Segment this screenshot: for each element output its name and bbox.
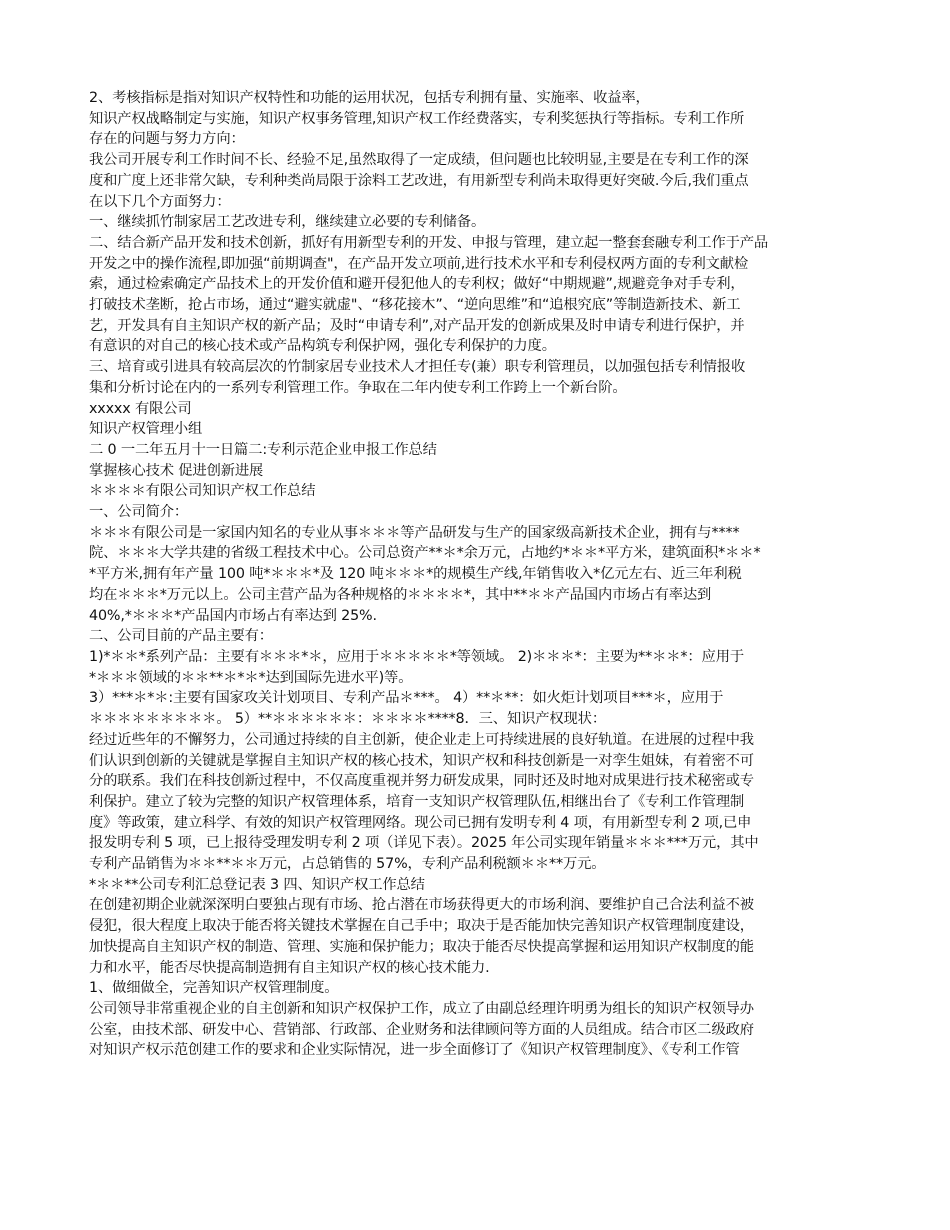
text-line: ＊＊＊＊＊＊＊＊＊。 5）**＊＊＊＊＊＊：＊＊＊＊****8．三、知识产权现状： [89, 711, 606, 728]
text-line: 三、培育或引进具有较高层次的竹制家居专业技术人才担任专(兼）职专利管理员，以加强包括专利情报收 [89, 359, 746, 376]
text-line: 有意识的对自己的核心技术或产品构筑专利保护网，强化专利保护的力度。 [89, 338, 556, 355]
text-line: 1、做细做全，完善知识产权管理制度。 [89, 980, 339, 997]
text-line: ＊＊＊有限公司是一家国内知名的专业从事＊＊＊等产品研发与生产的国家级高新技术企业，拥有与**** [89, 524, 740, 541]
text-line: 一、继续抓竹制家居工艺改进专利，继续建立必要的专利储备。 [89, 214, 486, 231]
text-line: 院、＊＊＊大学共建的省级工程技术中心。公司总资产**＊*余万元，占地约*＊＊*平方米，建筑面积*＊＊* [89, 545, 761, 562]
text-line: 对知识产权示范创建工作的要求和企业实际情况，进一步全面修订了《知识产权管理制度》、《专利工作管 [89, 1042, 740, 1059]
text-line: 掌握核心技术 促进创新进展 [89, 462, 264, 479]
text-line: 1)*＊＊*系列产品：主要有＊＊＊*＊，应用于＊＊＊＊＊*等领域。 2)＊＊＊*：主要为**＊＊*：应用于 [89, 648, 745, 665]
text-line: 报发明专利 5 项，已上报待受理发明专利 2 项（详见下表）。2025 年公司实现年销量＊＊＊***万元，其中 [89, 835, 759, 852]
text-line: 公室，由技术部、研发中心、营销部、行政部、企业财务和法律顾问等方面的人员组成。结合市区二级政府 [89, 1021, 754, 1038]
text-line: 均在＊＊＊*万元以上。公司主营产品为各种规格的＊＊＊＊*，其中**＊＊产品国内市场占有率达到 [89, 586, 712, 603]
text-line: 们认识到创新的关键就是掌握自主知识产权的核心技术，知识产权和科技创新是一对孪生姐妹，有着密不可 [89, 752, 754, 769]
text-line: 知识产权战略制定与实施，知识产权事务管理,知识产权工作经费落实，专利奖惩执行等指标。专利工作所 [89, 110, 745, 127]
text-line: 存在的问题与努力方向： [89, 131, 245, 148]
text-line: 公司领导非常重视企业的自主创新和知识产权保护工作，成立了由副总经理许明勇为组长的知识产权领导办 [89, 1000, 754, 1017]
text-line: ＊＊＊＊有限公司知识产权工作总结 [89, 483, 316, 500]
text-line: 二、结合新产品开发和技术创新，抓好有用新型专利的开发、申报与管理，建立起一整套套融专利工作于产品 [89, 234, 769, 251]
text-line: 侵犯，很大程度上取决于能否将关键技术掌握在自己手中；取决于是否能加快完善知识产权管理制度建设， [89, 918, 754, 935]
text-line: 2、考核指标是指对知识产权特性和功能的运用状况，包括专利拥有量、实施率、收益率， [89, 90, 650, 106]
text-line: 我公司开展专利工作时间不长、经验不足,虽然取得了一定成绩，但问题也比较明显,主要是在专利工作的深 [89, 152, 749, 169]
text-line: 在创建初期企业就深深明白要独占现有市场、抢占潜在市场获得更大的市场利润、要维护自己合法利益不被 [89, 897, 754, 914]
text-line: 3）***＊*＊:主要有国家攻关计划项目、专利产品＊***。 4）**＊**：如火炬计划项目***＊，应用于 [89, 690, 724, 707]
text-line: 经过近些年的不懈努力，公司通过持续的自主创新，使企业走上可持续进展的良好轨道。在进展的过程中我 [89, 731, 754, 748]
text-line: 艺，开发具有自主知识产权的新产品；及时“申请专利”,对产品开发的创新成果及时申请专利进行保护，并 [89, 317, 745, 334]
text-line: 专利产品销售为＊＊**＊＊万元，占总销售的 57%，专利产品利税额＊＊**万元。 [89, 856, 606, 873]
text-line: 打破技术垄断，抢占市场，通过“避实就虚"、“移花接木”、“逆向思维”和“追根究底”等制造新技术、新工 [89, 297, 741, 314]
text-line: xxxxx 有限公司 [89, 400, 192, 417]
text-line: 分的联系。我们在科技创新过程中，不仅高度重视并努力研发成果，同时还及时地对成果进行技术秘密或专 [89, 773, 754, 790]
text-line: 40%,*＊＊＊*产品国内市场占有率达到 25%. [89, 607, 377, 624]
text-line: 一、公司简介： [89, 504, 189, 521]
text-line: 集和分析讨论在内的一系列专利管理工作。争取在二年内使专利工作跨上一个新台阶。 [89, 379, 627, 396]
text-line: 知识产权管理小组 [89, 421, 203, 438]
text-line: 二 0 一二年五月十一日篇二:专利示范企业申报工作总结 [89, 441, 437, 458]
text-line: 度》等政策，建立科学、有效的知识产权管理网络。现公司已拥有发明专利 4 项，有用新型专利 2 项,已申 [89, 814, 752, 831]
text-line: 二、公司目前的产品主要有： [89, 628, 273, 645]
text-line: 开发之中的操作流程,即加强“前期调查"，在产品开发立项前,进行技术水平和专利侵权两方面的专利文献检 [89, 255, 749, 272]
text-line: *＊＊**公司专利汇总登记表 3 四、知识产权工作总结 [89, 876, 425, 893]
document-body [89, 88, 864, 1061]
text-line: 加快提高自主知识产权的制造、管理、实施和保护能力；取决于能否尽快提高掌握和运用知识产权制度的能 [89, 938, 754, 955]
text-line: 索，通过检索确定产品技术上的开发价值和避开侵犯他人的专利权；做好“中期规避”,规避竞争对手专利， [89, 276, 745, 293]
text-line: 利保护。建立了较为完整的知识产权管理体系，培育一支知识产权管理队伍,相继出台了《专利工作管理制 [89, 793, 745, 810]
text-line: 力和水平，能否尽快提高制造拥有自主知识产权的核心技术能力. [89, 959, 490, 976]
text-line: 度和广度上还非常欠缺，专利种类尚局限于涂料工艺改进，有用新型专利尚未取得更好突破.今后,我们重点 [89, 172, 749, 189]
text-line: *平方米,拥有年产量 100 吨*＊＊＊*及 120 吨＊＊＊*的规模生产线,年销售收入*亿元左右、近三年利税 [89, 566, 742, 583]
text-line: *＊＊＊领域的＊＊**＊*＊*达到国际先进水平)等。 [89, 669, 413, 686]
text-line: 在以下几个方面努力： [89, 193, 231, 210]
